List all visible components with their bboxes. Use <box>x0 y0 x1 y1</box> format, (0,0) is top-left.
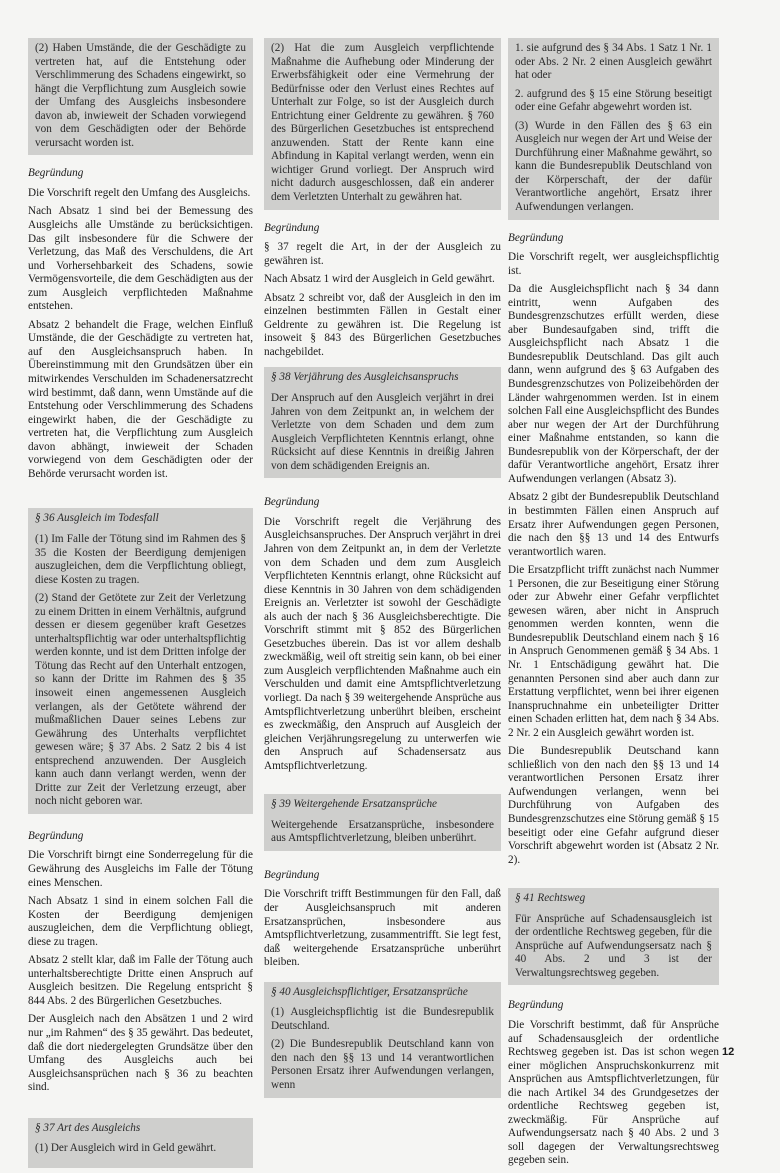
explanation-paragraph: § 37 regelt die Art, in der der Ausgleich zu gewähren ist. <box>264 241 501 267</box>
explanation-paragraph: Absatz 2 behandelt die Frage, welchen Einfluß Umstände, die der Geschädigte zu vertreten hat, auf den Ausgleichsanspruch haben. In Übereinstimmung mit den Grundsätzen über ein mitwirkendes Verschulden im Schadenersatzrecht wird bestimmt, daß dann, wenn Umstände auf die Entstehung oder Verschlimmerung des Schadens eingewirkt haben, die der Geschädigte zu vertreten hat, die Verpflichtung zum Ausgleich davon abhängt, inwieweit der Schaden vorwiegend von dem Geschädigten oder der Behörde verursacht worden ist. <box>28 318 253 480</box>
law-text-box-40 <box>264 982 501 1098</box>
law-paragraph: Für Ansprüche auf Schadensausgleich ist der ordentliche Rechtsweg gegeben, für die Ansprüche auf Aufwendungsersatz nach § 40 Abs. 2 und 3 ist der Verwaltungsrechtsweg gegeben. <box>515 912 712 979</box>
law-paragraph: Der Anspruch auf den Ausgleich verjährt in drei Jahren von dem Zeitpunkt an, in welchem der Verletzte von dem Schaden und dem zum Ausgleich Verpflichteten Kenntnis erlangt, ohne Rücksicht auf diese Kenntnis in dreißig Jahren von dem schädigenden Ereignis an. <box>271 392 494 472</box>
begruendung-heading: Begründung <box>264 221 320 234</box>
law-paragraph: (2) Stand der Getötete zur Zeit der Verletzung zu einem Dritten in einem Verhältnis, aufgrund dessen er diesem gegenüber kraft Gesetzes unterhaltspflichtig war oder unterhaltspflichtig werden konnte, und ist dem Dritten infolge der Tötung das Recht auf den Unterhalt entzogen, so kann der Dritte im Rahmen des § 35 insoweit einen angemessenen Ausgleich verlangen, als der Getötete während der mußmaßlichen Dauer seines Lebens zur Gewährung des Unterhalts verpflichtet gewesen wäre; § 37 Abs. 2 Satz 2 bis 4 ist entsprechend anzuwenden. Der Ausgleich kann auch dann verlangt werden, wenn der Dritte zur Zeit der Verletzung erzeugt, aber noch nicht geboren war. <box>35 592 246 808</box>
section-title: § 38 Verjährung des Ausgleichsanspruchs <box>271 371 459 384</box>
law-paragraph: (2) Die Bundesrepublik Deutschland kann von den nach den §§ 13 und 14 verantwortlichen Personen Ersatz ihrer Aufwendungen verlangen, wenn <box>271 1038 494 1091</box>
column-3 <box>508 38 719 1173</box>
begruendung-heading: Begründung <box>28 829 84 842</box>
explanation-paragraph: Die Vorschrift birngt eine Sonderregelung für die Gewährung des Ausgleichs im Falle der Tötung eines Menschen. <box>28 849 253 889</box>
begruendung-heading: Begründung <box>508 999 564 1012</box>
explanation-paragraph: Da die Ausgleichspflicht nach § 34 dann eintritt, wenn Aufgaben des Bundesgrenzschutzes erfüllt werden, diese aber Bundesaufgaben sind, trifft die Ausgleichspflicht nach Absatz 1 die Bundesrepublik Deutschland. Das gilt auch dann, wenn aufgrund des § 63 Aufgaben des Bundesgrenzschutzes von Polizeibehörden der Länder wahrgenommen werden. Ist in einem solchen Fall eine Ausgleichspflicht des Bundes aber nur wegen der Art der Durchführung einer Maßnahme entstanden, so kann die Bundesrepublik von der Körperschaft, der der dafür Verantwortliche angehört, Ersatz ihrer Aufwendungen verlangen (Absatz 3). <box>508 283 719 485</box>
explanation-paragraph: Absatz 2 stellt klar, daß im Falle der Tötung auch unterhaltsberechtigte Dritte einen Anspruch auf Ausgleich besitzen. Die Regelung entspricht § 844 Abs. 2 des Bürgerlichen Gesetzbuches. <box>28 954 253 1007</box>
explanation-paragraph: Die Vorschrift bestimmt, daß für Ansprüche auf Schadensausgleich der ordentliche Rechtsweg gegeben ist. Das ist schon wegen einer möglichen Anspruchskonkurrenz mit Ansprüchen aus Amtspflichtverletzungen, für die nach Artikel 34 des Grundgesetzes der ordentliche Rechtsweg gegeben ist, zweckmäßig. Für Ansprüche auf Aufwendungsersatz nach § 40 Abs. 2 und 3 soll dagegen der Verwaltungsrechtsweg gegeben sein. <box>508 1019 719 1167</box>
section-title: § 39 Weitergehende Ersatzansprüche <box>271 798 438 811</box>
law-paragraph: (1) Ausgleichspflichtig ist die Bundesrepublik Deutschland. <box>271 1006 494 1032</box>
law-paragraph: (2) Haben Umstände, die der Geschädigte zu vertreten hat, auf die Entstehung oder Verschlimmerung des Schadens eingewirkt, so hängt die Verpflichtung zum Ausgleich sowie der Umfang des Ausgleichs insbesondere davon ab, inwieweit der Schaden vorwiegend von dem Geschädigten oder der Behörde verursacht worden ist. <box>35 42 246 149</box>
explanation-paragraph: Nach Absatz 1 sind bei der Bemessung des Ausgleichs alle Umstände zu berücksichtigen. Das gilt insbesondere für die Schwere der Verletzung, das Maß des Verschuldens, die Art und Vorhersehbarkeit des Schadens, sowie Vermögensvorteile, die dem Geschädigten aus der zum Ausgleich verpflichteden Maßnahme entstehen. <box>28 205 253 313</box>
column-1 <box>28 38 253 1168</box>
explanation-paragraph: Nach Absatz 1 sind in einem solchen Fall die Kosten der Beerdigung demjenigen auszugleichen, dem die Verpflichtung obliegt, diese zu tragen. <box>28 895 253 948</box>
law-paragraph: (1) Der Ausgleich wird in Geld gewährt. <box>35 1142 217 1155</box>
column-2 <box>264 38 501 1098</box>
law-paragraph: (3) Wurde in den Fällen des § 63 ein Ausgleich nur wegen der Art und Weise der Durchführung einer Maßnahme gewährt, so kann die Bundesrepublik Deutschland von der Körperschaft, der der dafür Verantwortliche angehört, Ersatz ihrer Aufwendungen verlangen. <box>515 119 712 214</box>
section-title: § 41 Rechtsweg <box>515 892 586 905</box>
law-text-box-40-cont <box>508 38 719 220</box>
begruendung-heading: Begründung <box>264 868 320 881</box>
law-text-box-41 <box>508 888 719 985</box>
explanation-paragraph: Die Bundesrepublik Deutschand kann schließlich von den nach den §§ 13 und 14 verantwortlichen Personen Ersatz ihrer Aufwendungen verlangen, wenn bei Durchführung von Aufgaben des Bundesgrenzschutzes eine Störung gemäß § 15 beseitigt oder eine Gefahr aufgrund dieser Vorschrift abgewehrt worden ist (Absatz 2 Nr. 2). <box>508 745 719 866</box>
explanation-paragraph: Absatz 2 gibt der Bundesrepublik Deutschland in bestimmten Fällen einen Anspruch auf Ersatz ihrer Aufwendungen gegen Personen, die nach den §§ 13 und 14 des Entwurfs verantwortlich waren. <box>508 491 719 558</box>
law-paragraph: 1. sie aufgrund des § 34 Abs. 1 Satz 1 Nr. 1 oder Abs. 2 Nr. 2 einen Ausgleich gewährt hat oder <box>515 42 712 82</box>
explanation-paragraph: Die Ersatzpflicht trifft zunächst nach Nummer 1 Personen, die zur Beseitigung einer Störung oder zur Abwehr einer Gefahr verpflichtet gewesen wären, aber nicht in Anspruch genommen werden konnten, wenn die Bundesrepublik Deutschland einem nach § 16 in Anspruch Genommenen gemäß § 34 Abs. 1 Nr. 1 Entschädigung gewährt hat. Die genannten Personen sind aber auch dann zur Erstattung verpflichtet, wenn bei ihrer eigenen Inanspruchnahme ein unbeteiligter Dritter einen Schaden erlitten hat, dem nach § 34 Abs. 2 Nr. 2 ein Ausgleich gewährt worden ist. <box>508 564 719 739</box>
law-text-box-39 <box>264 794 501 851</box>
explanation-paragraph: Die Vorschrift trifft Bestimmungen für den Fall, daß der Ausgleichsanspruch mit anderen Ersatzansprüchen, insbesondere aus Amtspflichtverletzung, zusammentrifft. Sie legt fest, daß weitergehende Ersatzansprüche unberührt bleiben. <box>264 888 501 969</box>
section-title: § 40 Ausgleichspflichtiger, Ersatzansprüche <box>271 985 468 998</box>
explanation-paragraph: Nach Absatz 1 wird der Ausgleich in Geld gewährt. <box>264 273 495 286</box>
begruendung-heading: Begründung <box>508 231 564 244</box>
explanation-paragraph: Die Vorschrift regelt, wer ausgleichspflichtig ist. <box>508 251 719 277</box>
law-text-box-38 <box>264 367 501 478</box>
law-text-box-35-2 <box>28 38 253 155</box>
law-text-box-37 <box>28 1118 253 1168</box>
law-text-box-36 <box>28 508 253 813</box>
law-text-box-37-2 <box>264 38 501 210</box>
section-title: § 37 Art des Ausgleichs <box>35 1121 141 1134</box>
begruendung-heading: Begründung <box>264 496 320 509</box>
law-paragraph: Weitergehende Ersatzansprüche, insbesondere aus Amtspflichtverletzung, bleiben unberührt. <box>271 818 494 845</box>
law-paragraph: (1) Im Falle der Tötung sind im Rahmen des § 35 die Kosten der Beerdigung demjenigen auszugleichen, dem die Verpflichtung obliegt, diese Kosten zu tragen. <box>35 532 246 586</box>
explanation-paragraph: Der Ausgleich nach den Absätzen 1 und 2 wird nur „im Rahmen“ des § 35 gewährt. Das bedeutet, daß die dort niedergelegten Grundsätze über den Umfang des Ausgleichs auch bei Ausgleichsansprüchen nach § 36 zu beachten sind. <box>28 1013 253 1094</box>
page-number: 12 <box>722 1046 735 1058</box>
explanation-paragraph: Absatz 2 schreibt vor, daß der Ausgleich in den im einzelnen bestimmten Fällen in Gestalt einer Geldrente zu gewähren ist. Die Regelung ist insoweit § 843 des Bürgerlichen Gesetzbuches nachgebildet. <box>264 291 501 358</box>
law-paragraph: 2. aufgrund des § 15 eine Störung beseitigt oder eine Gefahr abgewehrt worden ist. <box>515 87 712 114</box>
explanation-paragraph: Die Vorschrift regelt den Umfang des Ausgleichs. <box>28 186 251 199</box>
explanation-paragraph: Die Vorschrift regelt die Verjährung des Ausgleichsanspruches. Der Anspruch verjährt in drei Jahren von dem Zeitpunkt an, in dem der Verletzte von dem Schaden und dem zum Ausgleich Verpflichteten Kenntnis erlangt, ohne Rücksicht auf diese Kenntnis in 30 Jahren von dem schädigenden Ereignis an. Verletzter ist sowohl der Geschädigte als auch der nach § 36 Ausgleichsberechtigte. Die Vorschrift stimmt mit § 852 des Bürgerlichen Gesetzbuches überein. Das ist vor allem deshalb zweckmäßig, weil oft streitig sein kann, ob bei einer zum Ausgleich verpflichtenden Maßnahme auch ein Verschulden und damit eine Amtspflichtverletzung vorliegt. Da nach § 39 weitergehende Ansprüche aus Amtspflichtverletzung unberührt bleiben, erscheint es zweckmäßig, den Anspruch auf Ausgleich der gleichen Verjährungsregelung zu unterwerfen wie den Anspruch auf Schadensersatz aus Amtspflichtverletzung. <box>264 515 501 772</box>
law-paragraph: (2) Hat die zum Ausgleich verpflichtende Maßnahme die Aufhebung oder Minderung der Erwerbsfähigkeit oder eine Vermehrung der Bedürfnisse oder den Verlust eines Rechtes auf Unterhalt zur Folge, so ist der Ausgleich durch Entrichtung einer Geldrente zu gewähren. § 760 des Bürgerlichen Gesetzbuches ist entsprechend anzuwenden. Statt der Rente kann eine Abfindung in Kapital verlangt werden, wenn ein wichtiger Grund vorliegt. Der Anspruch wird nicht dadurch ausgeschlossen, daß ein anderer dem Verletzten Unterhalt zu gewähren hat. <box>271 42 494 204</box>
section-title: § 36 Ausgleich im Todesfall <box>35 512 159 525</box>
begruendung-heading: Begründung <box>28 167 84 180</box>
